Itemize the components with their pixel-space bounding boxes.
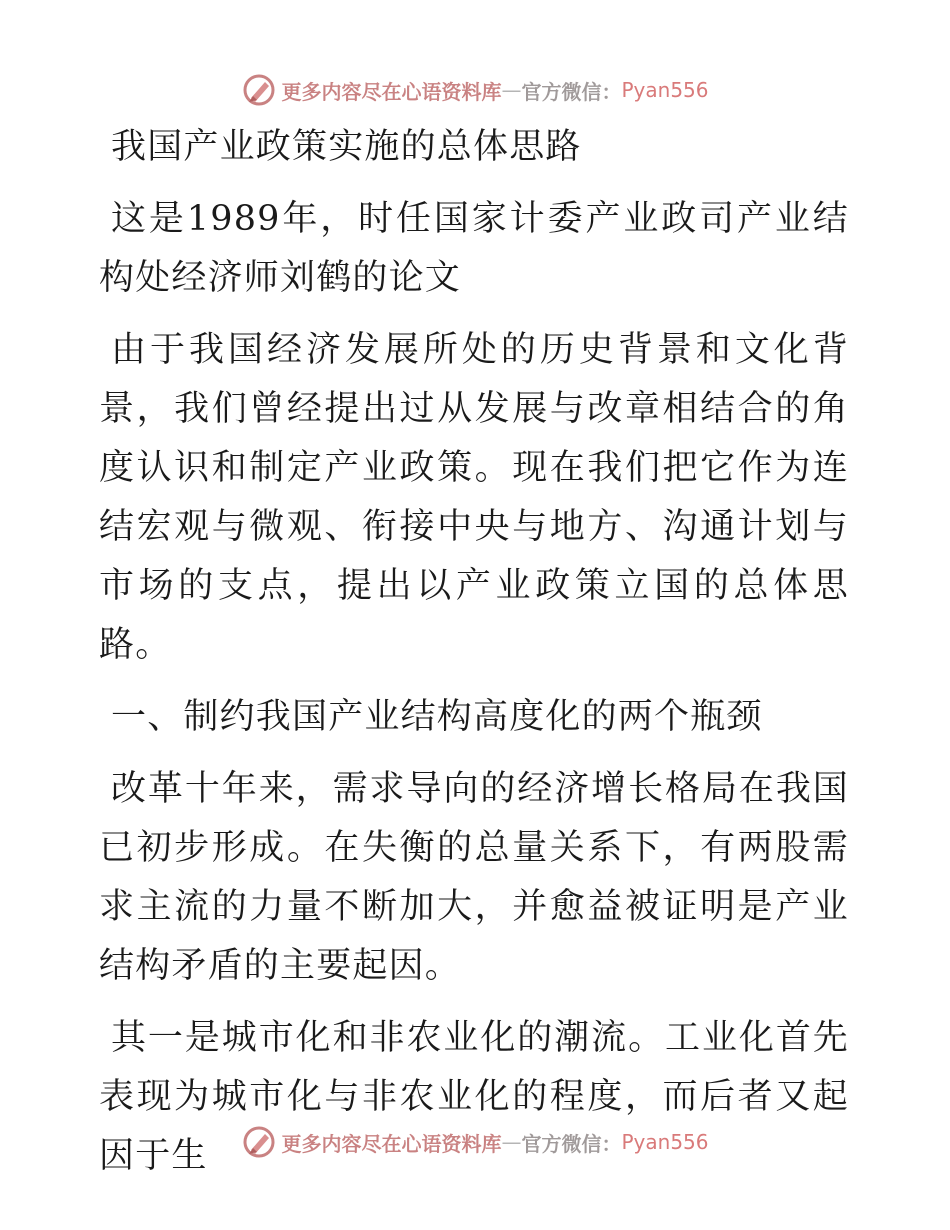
watermark-site-text: 更多内容尽在心语资料库 [281, 1131, 502, 1156]
pen-logo-icon [241, 1124, 277, 1160]
watermark-separator: — [501, 78, 522, 102]
watermark-wechat-label: 官方微信： [521, 1131, 622, 1156]
watermark-site-text: 更多内容尽在心语资料库 [281, 79, 502, 104]
watermark-wechat-id: Pyan556 [621, 78, 709, 102]
document-body [99, 118, 849, 1186]
body-paragraph-1: 改革十年来，需求导向的经济增长格局在我国已初步形成。在失衡的总量关系下，有两股需求主流的力量不断加大，并愈益被证明是产业结构矛盾的主要起因。 [99, 769, 849, 986]
watermark-wechat-id: Pyan556 [621, 1130, 709, 1154]
bottom-watermark [0, 1120, 950, 1164]
document-title: 我国产业政策实施的总体思路 [111, 127, 582, 167]
intro-paragraph: 由于我国经济发展所处的历史背景和文化背景，我们曾经提出过从发展与改章相结合的角度认识和制定产业政策。现在我们把它作为连结宏观与微观、衔接中央与地方、沟通计划与市场的支点，提出以产业政策立国的总体思路。 [99, 330, 849, 665]
body-paragraph-2: 其一是城市化和非农业化的潮流。工业化首先表现为城市化与非农业化的程度，而后者又起因于生 [99, 1018, 849, 1176]
watermark-separator: — [501, 1130, 522, 1154]
watermark-wechat-label: 官方微信： [521, 79, 622, 104]
document-byline: 这是1989年，时任国家计委产业政司产业结构处经济师刘鹤的论文 [99, 199, 849, 298]
top-watermark [0, 68, 950, 112]
section-heading: 一、制约我国产业结构高度化的两个瓶颈 [111, 697, 763, 737]
pen-logo-icon [241, 72, 277, 108]
